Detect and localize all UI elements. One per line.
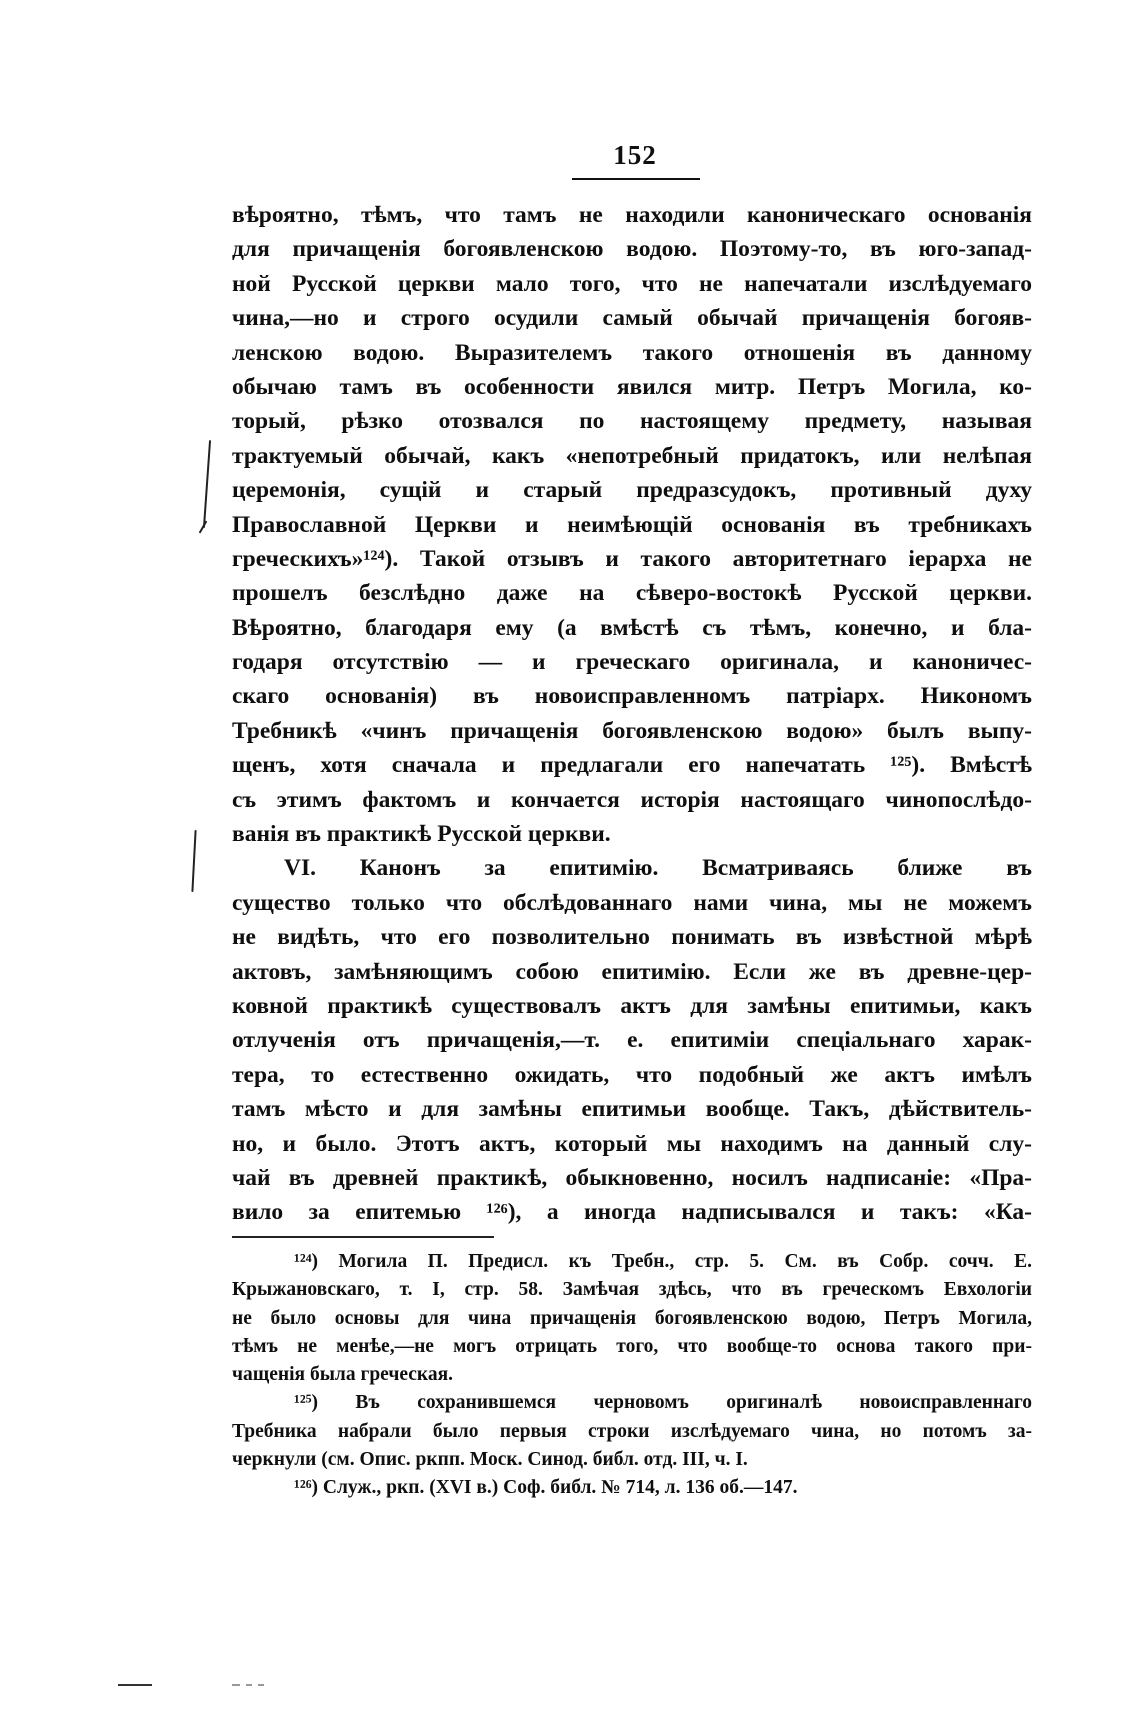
footnote-line: тѣмъ не менѣе,—не могъ отрицать того, что вообще-то основа такого при-	[232, 1335, 1032, 1357]
body-line: Вѣроятно, благодаря ему (а вмѣстѣ съ тѣмъ, конечно, и бла-	[232, 614, 1032, 641]
body-line: торый, рѣзко отозвался по настоящему предмету, называя	[232, 408, 1032, 435]
margin-mark-lower	[191, 830, 196, 892]
body-line: отлученія отъ причащенія,—т. е. епитиміи спеціальнаго харак-	[232, 1027, 1032, 1054]
body-line: греческихъ»¹²⁴). Такой отзывъ и такого авторитетнаго іерарха не	[232, 545, 1032, 572]
body-line: съ этимъ фактомъ и кончается исторія настоящаго чинопослѣдо-	[232, 786, 1032, 813]
footnote-line: чащенія была греческая.	[232, 1364, 454, 1386]
body-line: вѣроятно, тѣмъ, что тамъ не находили каноническаго основанія	[232, 202, 1032, 228]
body-line: но, и было. Этотъ актъ, который мы находимъ на данный слу-	[232, 1130, 1032, 1157]
body-line: обычаю тамъ въ особенности явился митр. Петръ Могила, ко-	[232, 373, 1032, 400]
body-line: тамъ мѣсто и для замѣны епитимьи вообще. Такъ, дѣйствитель-	[232, 1096, 1032, 1123]
footnote-line: черкнули (см. Опис. ркпп. Моск. Синод. библ. отд. III, ч. I.	[232, 1449, 748, 1471]
body-line: вило за епитемью ¹²⁶), а иногда надписывался и такъ: «Ка-	[232, 1199, 1032, 1226]
footnote-line: Крыжановскаго, т. I, стр. 58. Замѣчая здѣсь, что въ греческомъ Евхологіи	[232, 1279, 1032, 1301]
body-line: годаря отсутствію — и греческаго оригинала, и каноничес-	[232, 649, 1032, 676]
body-line: для причащенія богоявленскою водою. Поэтому-то, въ юго-запад-	[232, 236, 1032, 263]
body-line: скаго основанія) въ новоисправленномъ патріарх. Никономъ	[232, 683, 1032, 710]
footnote-line: ¹²⁴) Могила П. Предисл. къ Требн., стр. 5. См. въ Собр. сочч. Е.	[294, 1251, 1032, 1272]
footnote-line: не было основы для чина причащенія богоявленскою водою, Петръ Могила,	[232, 1307, 1032, 1329]
footnote-line: ¹²⁵) Въ сохранившемся черновомъ оригиналѣ новоисправленнаго	[294, 1392, 1032, 1414]
body-line: Требникѣ «чинъ причащенія богоявленскою водою» былъ выпу-	[232, 717, 1032, 744]
page-number-rule	[572, 178, 700, 180]
body-line: актовъ, замѣняющимъ собою епитимію. Если же въ древне-цер-	[232, 958, 1032, 985]
body-line: щенъ, хотя сначала и предлагали его напечатать ¹²⁵). Вмѣстѣ	[232, 752, 1032, 779]
body-text	[232, 198, 1032, 1230]
body-line: Православной Церкви и неимѣющій основанія въ требникахъ	[232, 511, 1032, 538]
body-line: ленскою водою. Выразителемъ такого отношенія въ данному	[232, 339, 1032, 366]
scan-artifact	[258, 1684, 264, 1686]
body-line: ной Русской церкви мало того, что не напечатали изслѣдуемаго	[232, 270, 1032, 297]
body-line: ковной практикѣ существовалъ актъ для замѣны епитимьи, какъ	[232, 992, 1032, 1019]
scan-artifact	[118, 1684, 152, 1686]
scan-artifact	[246, 1684, 252, 1686]
body-line: церемонія, сущій и старый предразсудокъ, противный духу	[232, 477, 1032, 504]
body-line: прошелъ безслѣдно даже на сѣверо-востокѣ Русской церкви.	[232, 580, 1032, 607]
body-line: тера, то естественно ожидать, что подобный же актъ имѣлъ	[232, 1061, 1032, 1088]
margin-mark-upper	[203, 440, 211, 528]
body-line: не видѣть, что его позволительно понимать въ извѣстной мѣрѣ	[232, 924, 1032, 951]
footnotes	[232, 1248, 1032, 1503]
body-line: чина,—но и строго осудили самый обычай причащенія богояв-	[232, 305, 1032, 332]
body-line: существо только что обслѣдованнаго нами чина, мы не можемъ	[232, 889, 1032, 916]
body-line: трактуемый обычай, какъ «непотребный придатокъ, или нелѣпая	[232, 442, 1032, 469]
page-number: 152	[613, 140, 657, 170]
footnote-rule	[232, 1236, 494, 1238]
margin-mark-upper-tick	[199, 520, 208, 533]
body-line: ванія въ практикѣ Русской церкви.	[232, 821, 611, 848]
footnote-line: ¹²⁶) Служ., ркп. (XVI в.) Соф. библ. № 714, л. 136 об.—147.	[294, 1477, 798, 1499]
body-line: чай въ древней практикѣ, обыкновенно, носилъ надписаніе: «Пра-	[232, 1164, 1032, 1191]
section-heading-line: VI. Канонъ за епитимію. Всматриваясь ближе въ	[284, 855, 1032, 882]
scan-artifact	[232, 1684, 240, 1686]
footnote-line: Требника набрали было первыя строки изслѣдуемаго чина, но потомъ за-	[232, 1420, 1032, 1442]
